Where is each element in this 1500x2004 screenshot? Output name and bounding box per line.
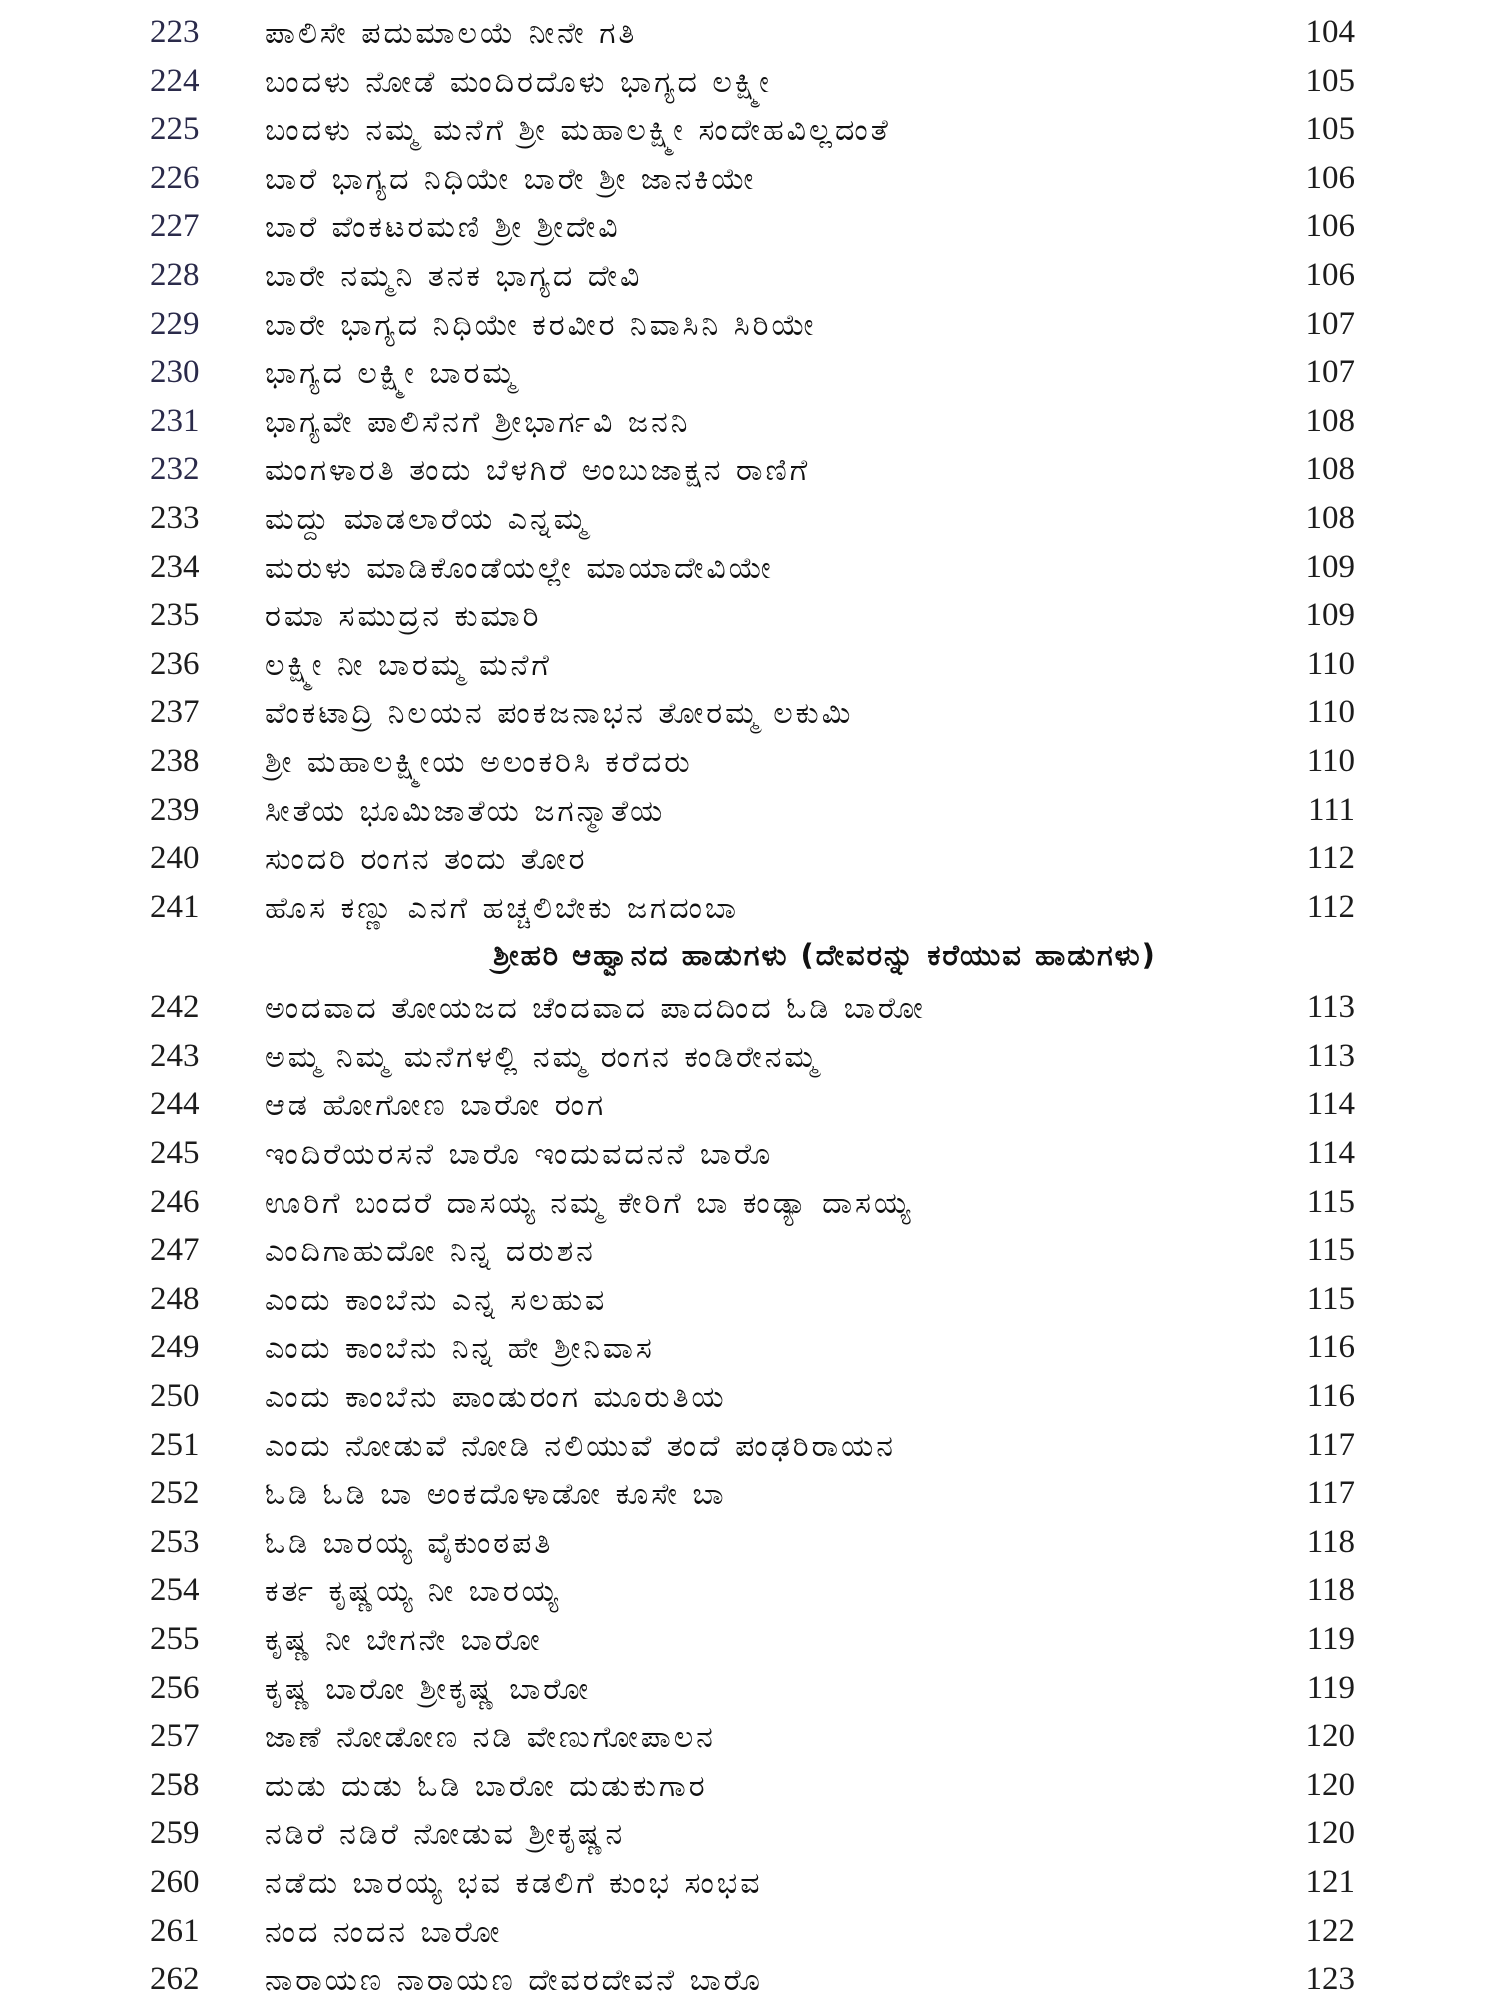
entry-number: 251 (150, 1426, 200, 1463)
entry-title: ಓಡಿ ಬಾರಯ್ಯ ವೈಕುಂಠಪತಿ (265, 1525, 554, 1561)
toc-entry (0, 8, 1500, 57)
entry-page-number: 110 (1306, 645, 1355, 682)
entry-title: ಎಂದು ನೋಡುವೆ ನೋಡಿ ನಲಿಯುವೆ ತಂದೆ ಪಂಢರಿರಾಯನ (265, 1428, 896, 1464)
entry-number: 249 (150, 1329, 200, 1366)
entry-page-number: 107 (1305, 354, 1355, 391)
entry-page-number: 108 (1305, 499, 1355, 536)
entry-page-number: 116 (1306, 1378, 1355, 1415)
entry-title: ನಂದ ನಂದನ ಬಾರೋ (265, 1914, 503, 1950)
entry-title: ಜಾಣೆ ನೋಡೋಣ ನಡಿ ವೇಣುಗೋಪಾಲನ (265, 1720, 716, 1756)
entry-page-number: 117 (1306, 1426, 1355, 1463)
entry-page-number: 114 (1306, 1086, 1355, 1123)
entry-title: ಮರುಳು ಮಾಡಿಕೊಂಡೆಯಲ್ಲೇ ಮಾಯಾದೇವಿಯೇ (265, 550, 774, 586)
entry-number: 227 (150, 208, 200, 245)
entry-page-number: 120 (1305, 1766, 1355, 1803)
entry-number: 256 (150, 1669, 200, 1706)
entry-page-number: 123 (1305, 1961, 1355, 1998)
toc-entry (0, 1080, 1500, 1129)
entry-number: 228 (150, 256, 200, 293)
entry-page-number: 110 (1306, 742, 1355, 779)
entry-page-number: 106 (1305, 159, 1355, 196)
toc-entry (0, 1032, 1500, 1081)
table-of-contents (0, 8, 1500, 2004)
entry-page-number: 115 (1306, 1232, 1355, 1269)
entry-page-number: 115 (1306, 1280, 1355, 1317)
entry-title: ಕೃಷ್ಣ ನೀ ಬೇಗನೇ ಬಾರೋ (265, 1623, 543, 1658)
entry-page-number: 105 (1305, 111, 1355, 148)
toc-entry (0, 983, 1500, 1032)
entry-page-number: 116 (1306, 1329, 1355, 1366)
toc-entry (0, 154, 1500, 203)
entry-page-number: 118 (1306, 1523, 1355, 1560)
entry-number: 242 (150, 989, 200, 1026)
entry-page-number: 114 (1306, 1135, 1355, 1172)
entry-number: 248 (150, 1280, 200, 1317)
entry-title: ನಡೆದು ಬಾರಯ್ಯ ಭವ ಕಡಲಿಗೆ ಕುಂಭ ಸಂಭವ (265, 1865, 763, 1901)
entry-title: ಅಂದವಾದ ತೋಯಜದ ಚೆಂದವಾದ ಪಾದದಿಂದ ಓಡಿ ಬಾರೋ (265, 991, 926, 1027)
toc-entry (0, 1615, 1500, 1664)
toc-entry (0, 202, 1500, 251)
toc-entry (0, 1566, 1500, 1615)
toc-entry (0, 1372, 1500, 1421)
toc-entry (0, 445, 1500, 494)
entry-page-number: 115 (1306, 1183, 1355, 1220)
entry-page-number: 109 (1305, 548, 1355, 585)
entry-number: 245 (150, 1135, 200, 1172)
entry-number: 224 (150, 62, 200, 99)
entry-page-number: 120 (1305, 1815, 1355, 1852)
entry-title: ಸುಂದರಿ ರಂಗನ ತಂದು ತೋರ (265, 842, 588, 878)
entry-number: 262 (150, 1961, 200, 1998)
entry-page-number: 106 (1305, 208, 1355, 245)
entry-number: 260 (150, 1863, 200, 1900)
entry-title: ಶ್ರೀ ಮಹಾಲಕ್ಷ್ಮೀಯ ಅಲಂಕರಿಸಿ ಕರೆದರು (265, 744, 693, 780)
entry-number: 261 (150, 1912, 200, 1949)
entry-number: 257 (150, 1718, 200, 1755)
entry-number: 237 (150, 694, 200, 731)
entry-number: 238 (150, 742, 200, 779)
entry-title: ಓಡಿ ಓಡಿ ಬಾ ಅಂಕದೊಳಾಡೋ ಕೂಸೇ ಬಾ (265, 1477, 727, 1513)
entry-title: ಸೀತೆಯ ಭೂಮಿಜಾತೆಯ ಜಗನ್ಮಾತೆಯ (265, 793, 666, 829)
entry-title: ಬಾರೇ ಭಾಗ್ಯದ ನಿಧಿಯೇ ಕರವೀರ ನಿವಾಸಿನಿ ಸಿರಿಯೇ (265, 307, 817, 343)
toc-entry (0, 397, 1500, 446)
entry-title: ಊರಿಗೆ ಬಂದರೆ ದಾಸಯ್ಯ ನಮ್ಮ ಕೇರಿಗೆ ಬಾ ಕಂಡ್ಯಾ ದಾಸಯ್ಯ (265, 1185, 914, 1221)
entry-title: ವೆಂಕಟಾದ್ರಿ ನಿಲಯನ ಪಂಕಜನಾಭನ ತೋರಮ್ಮ ಲಕುಮಿ (265, 696, 854, 732)
entry-page-number: 109 (1305, 597, 1355, 634)
entry-title: ರಮಾ ಸಮುದ್ರನ ಕುಮಾರಿ (265, 599, 542, 635)
entry-title: ದುಡು ದುಡು ಓಡಿ ಬಾರೋ ದುಡುಕುಗಾರ (265, 1768, 708, 1804)
toc-entry (0, 1323, 1500, 1372)
entry-title: ಕೃಷ್ಣ ಬಾರೋ ಶ್ರೀಕೃಷ್ಣ ಬಾರೋ (265, 1671, 592, 1707)
toc-entry (0, 1858, 1500, 1907)
entry-page-number: 117 (1306, 1475, 1355, 1512)
entry-page-number: 112 (1306, 888, 1355, 925)
entry-title: ಬಾರೆ ಭಾಗ್ಯದ ನಿಧಿಯೇ ಬಾರೇ ಶ್ರೀ ಜಾನಕಿಯೇ (265, 161, 757, 197)
entry-page-number: 122 (1305, 1912, 1355, 1949)
entry-number: 236 (150, 645, 200, 682)
entry-title: ಎಂದು ಕಾಂಬೆನು ಪಾಂಡುರಂಗ ಮೂರುತಿಯ (265, 1380, 727, 1416)
toc-entry (0, 834, 1500, 883)
entry-title: ಬಂದಳು ನಮ್ಮ ಮನೆಗೆ ಶ್ರೀ ಮಹಾಲಕ್ಷ್ಮೀ ಸಂದೇಹವಿಲ್ಲದಂತೆ (265, 113, 891, 149)
section-heading: ಶ್ರೀಹರಿ ಆಹ್ವಾನದ ಹಾಡುಗಳು (ದೇವರನ್ನು ಕರೆಯುವ ಹಾಡುಗಳು) (493, 938, 1157, 973)
entry-number: 239 (150, 791, 200, 828)
entry-number: 244 (150, 1086, 200, 1123)
toc-entry (0, 883, 1500, 932)
entry-number: 234 (150, 548, 200, 585)
toc-entry (0, 1712, 1500, 1761)
entry-number: 252 (150, 1475, 200, 1512)
entry-number: 253 (150, 1523, 200, 1560)
entry-number: 226 (150, 159, 200, 196)
entry-title: ಬಾರೆ ವೆಂಕಟರಮಣಿ ಶ್ರೀ ಶ್ರೀದೇವಿ (265, 210, 621, 246)
toc-entry (0, 1809, 1500, 1858)
toc-entry (0, 1421, 1500, 1470)
entry-title: ಬಾರೇ ನಮ್ಮನಿ ತನಕ ಭಾಗ್ಯದ ದೇವಿ (265, 258, 643, 294)
toc-entry (0, 1129, 1500, 1178)
toc-entry (0, 1907, 1500, 1956)
entry-page-number: 104 (1305, 14, 1355, 50)
entry-page-number: 118 (1306, 1572, 1355, 1609)
entry-title: ಅಮ್ಮ ನಿಮ್ಮ ಮನೆಗಳಲ್ಲಿ ನಮ್ಮ ರಂಗನ ಕಂಡಿರೇನಮ್ಮ (265, 1039, 821, 1075)
toc-entry (0, 1518, 1500, 1567)
entry-title: ಲಕ್ಷ್ಮೀ ನೀ ಬಾರಮ್ಮ ಮನೆಗೆ (265, 647, 552, 683)
entry-page-number: 105 (1305, 62, 1355, 99)
toc-entry (0, 1664, 1500, 1713)
entry-page-number: 119 (1306, 1621, 1355, 1657)
toc-entry (0, 786, 1500, 835)
entry-title: ಪಾಲಿಸೇ ಪದುಮಾಲಯೆ ನೀನೇ ಗತಿ (265, 16, 638, 51)
entry-page-number: 119 (1306, 1669, 1355, 1706)
entry-page-number: 121 (1305, 1863, 1355, 1900)
entry-number: 225 (150, 111, 200, 148)
entry-title: ಕರ್ತ ಕೃಷ್ಣಯ್ಯ ನೀ ಬಾರಯ್ಯ (265, 1574, 561, 1610)
entry-page-number: 111 (1307, 791, 1355, 828)
entry-number: 241 (150, 888, 200, 925)
toc-entry (0, 1275, 1500, 1324)
toc-entry (0, 57, 1500, 106)
toc-entry (0, 300, 1500, 349)
entry-number: 254 (150, 1572, 200, 1609)
toc-entry (0, 640, 1500, 689)
toc-entry (0, 1226, 1500, 1275)
toc-entries-after (0, 983, 1500, 2003)
entry-page-number: 120 (1305, 1718, 1355, 1755)
entry-number: 247 (150, 1232, 200, 1269)
entry-title: ಬಂದಳು ನೋಡೆ ಮಂದಿರದೊಳು ಭಾಗ್ಯದ ಲಕ್ಷ್ಮೀ (265, 64, 772, 100)
toc-entry (0, 591, 1500, 640)
entry-number: 243 (150, 1037, 200, 1074)
toc-entry (0, 543, 1500, 592)
entry-number: 259 (150, 1815, 200, 1852)
entry-page-number: 107 (1305, 305, 1355, 342)
entry-title: ಭಾಗ್ಯವೇ ಪಾಲಿಸೆನಗೆ ಶ್ರೀಭಾರ್ಗವಿ ಜನನಿ (265, 404, 691, 440)
entry-number: 232 (150, 451, 200, 488)
entry-number: 235 (150, 597, 200, 634)
toc-entry (0, 1955, 1500, 2004)
entry-number: 255 (150, 1621, 200, 1657)
entry-page-number: 108 (1305, 451, 1355, 488)
entry-title: ಮದ್ದು ಮಾಡಲಾರೆಯ ಎನ್ನಮ್ಮ (265, 501, 590, 537)
toc-entry (0, 688, 1500, 737)
toc-entry (0, 251, 1500, 300)
entry-number: 250 (150, 1378, 200, 1415)
entry-number: 230 (150, 354, 200, 391)
entry-title: ಎಂದು ಕಾಂಬೆನು ಎನ್ನ ಸಲಹುವ (265, 1282, 608, 1318)
entry-title: ಭಾಗ್ಯದ ಲಕ್ಷ್ಮೀ ಬಾರಮ್ಮ (265, 356, 518, 392)
toc-entry (0, 1469, 1500, 1518)
entry-title: ಹೊಸ ಕಣ್ಣು ಎನಗೆ ಹಚ್ಚಲಿಬೇಕು ಜಗದಂಬಾ (265, 890, 739, 926)
toc-entry (0, 348, 1500, 397)
entry-title: ಮಂಗಳಾರತಿ ತಂದು ಬೆಳಗಿರೆ ಅಂಬುಜಾಕ್ಷನ ರಾಣಿಗೆ (265, 453, 811, 489)
entry-title: ಇಂದಿರೆಯರಸನೆ ಬಾರೊ ಇಂದುವದನನೆ ಬಾರೊ (265, 1137, 774, 1173)
entry-page-number: 110 (1306, 694, 1355, 731)
entry-title: ನಡಿರೆ ನಡಿರೆ ನೋಡುವ ಶ್ರೀಕೃಷ್ಣನ (265, 1817, 626, 1853)
entry-number: 246 (150, 1183, 200, 1220)
section-heading-row (0, 931, 1500, 983)
entry-title: ಎಂದಿಗಾಹುದೋ ನಿನ್ನ ದರುಶನ (265, 1234, 596, 1270)
entry-title: ನಾರಾಯಣ ನಾರಾಯಣ ದೇವರದೇವನೆ ಬಾರೊ (265, 1963, 763, 1999)
toc-entries-before (0, 8, 1500, 931)
entry-title: ಎಂದು ಕಾಂಬೆನು ನಿನ್ನ ಹೇ ಶ್ರೀನಿವಾಸ (265, 1331, 655, 1367)
entry-number: 223 (150, 14, 200, 50)
entry-number: 258 (150, 1766, 200, 1803)
toc-entry (0, 494, 1500, 543)
entry-title: ಆಡ ಹೋಗೋಣ ಬಾರೋ ರಂಗ (265, 1088, 607, 1124)
entry-number: 231 (150, 402, 200, 439)
entry-page-number: 113 (1306, 1037, 1355, 1074)
toc-entry (0, 105, 1500, 154)
entry-page-number: 106 (1305, 256, 1355, 293)
entry-page-number: 113 (1306, 989, 1355, 1026)
entry-page-number: 112 (1306, 840, 1355, 877)
entry-number: 229 (150, 305, 200, 342)
entry-page-number: 108 (1305, 402, 1355, 439)
toc-entry (0, 1761, 1500, 1810)
entry-number: 240 (150, 840, 200, 877)
entry-number: 233 (150, 499, 200, 536)
toc-entry (0, 1178, 1500, 1227)
toc-entry (0, 737, 1500, 786)
